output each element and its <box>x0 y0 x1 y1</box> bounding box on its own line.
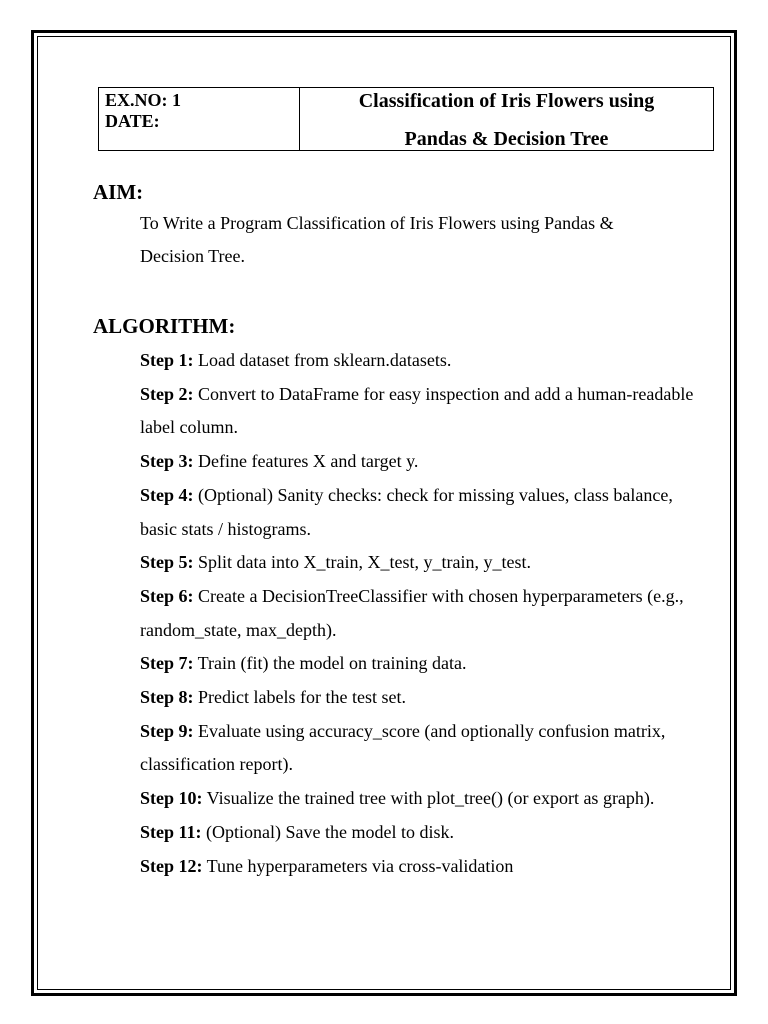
title-line-1: Classification of Iris Flowers using <box>358 90 655 112</box>
step-item <box>140 647 700 681</box>
date-label: DATE: <box>105 111 160 131</box>
step-item <box>140 445 700 479</box>
step-label: Step 2: <box>140 383 194 404</box>
step-label: Step 7: <box>140 653 194 674</box>
step-text: Define features X and target y. <box>193 451 419 472</box>
step-label: Step 10: <box>140 788 203 809</box>
aim-heading: AIM: <box>93 180 144 204</box>
step-item <box>140 850 700 884</box>
algorithm-heading: ALGORITHM: <box>93 314 236 338</box>
step-label: Step 5: <box>140 552 194 573</box>
step-label: Step 8: <box>140 687 194 708</box>
step-label: Step 11: <box>140 821 202 842</box>
step-item <box>140 715 700 782</box>
step-item <box>140 782 700 816</box>
step-text: (Optional) Sanity checks: check for missing values, class balance, basic stats / histograms. <box>140 484 673 539</box>
step-text: Train (fit) the model on training data. <box>193 653 467 674</box>
step-text: (Optional) Save the model to disk. <box>201 821 454 842</box>
aim-text: To Write a Program Classification of Iris Flowers using Pandas & Decision Tree. <box>140 213 614 266</box>
exercise-number: EX.NO: 1 <box>105 90 181 110</box>
step-item <box>140 378 700 445</box>
step-item <box>140 681 700 715</box>
step-item <box>140 580 700 647</box>
step-label: Step 6: <box>140 585 194 606</box>
step-label: Step 1: <box>140 350 194 370</box>
step-text: Load dataset from sklearn.datasets. <box>193 350 452 370</box>
step-label: Step 4: <box>140 484 194 505</box>
step-text: Evaluate using accuracy_score (and optionally confusion matrix, classification report). <box>140 720 666 775</box>
step-label: Step 9: <box>140 720 194 741</box>
step-item <box>140 479 700 546</box>
step-label: Step 12: <box>140 855 203 876</box>
step-item <box>140 344 700 378</box>
algorithm-steps <box>140 344 700 883</box>
step-text: Predict labels for the test set. <box>193 687 406 708</box>
step-label: Step 3: <box>140 451 194 472</box>
step-item <box>140 816 700 850</box>
step-text: Visualize the trained tree with plot_tree() (or export as graph). <box>202 788 655 809</box>
header-meta-cell <box>99 88 300 150</box>
header-table <box>98 87 714 151</box>
title-line-2: Pandas & Decision Tree <box>404 128 609 150</box>
header-title-cell <box>300 82 713 150</box>
step-item <box>140 546 700 580</box>
step-text: Create a DecisionTreeClassifier with chosen hyperparameters (e.g., random_state, max_depth). <box>140 585 684 640</box>
step-text: Tune hyperparameters via cross-validation <box>202 855 514 876</box>
step-text: Split data into X_train, X_test, y_train, y_test. <box>193 552 531 573</box>
step-text: Convert to DataFrame for easy inspection and add a human-readable label column. <box>140 383 694 438</box>
